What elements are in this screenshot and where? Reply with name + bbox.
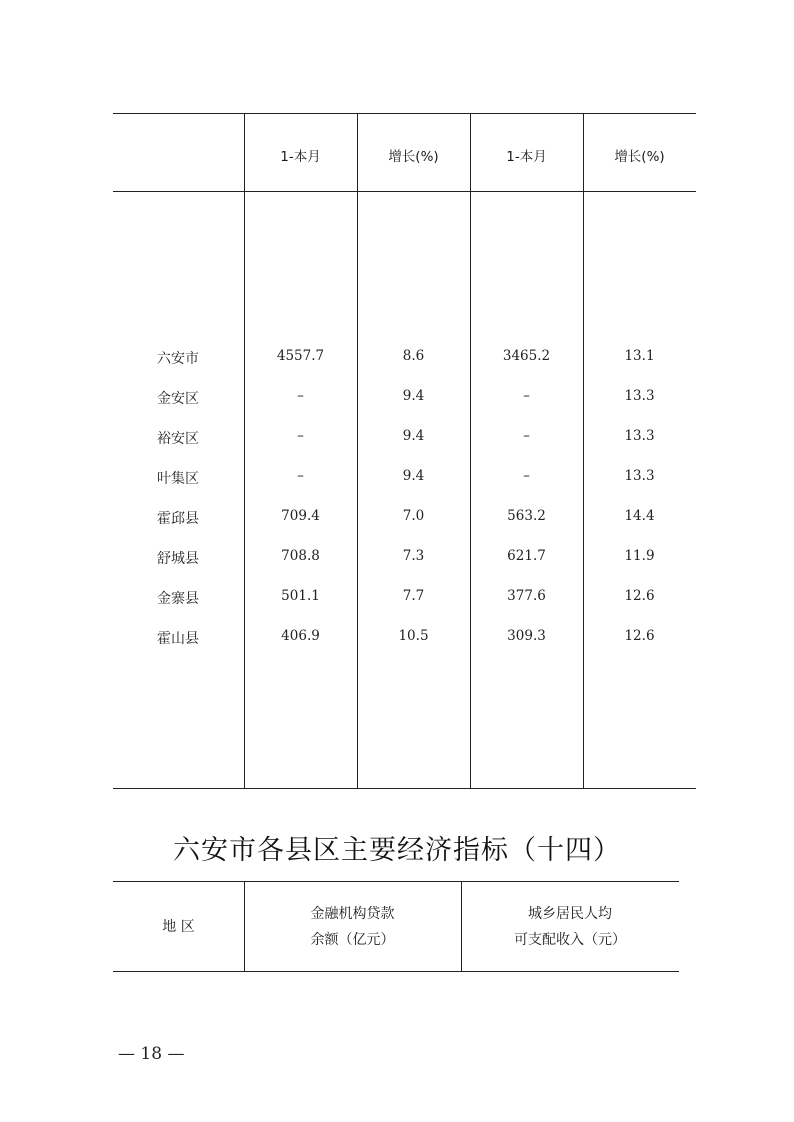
table2-header-loan-line2: 余额（亿元） [310, 932, 395, 948]
value-period-2: 3465.2 [502, 348, 551, 364]
table1-header-period-1: 1-本月 [280, 149, 321, 165]
region-label: 裕安区 [157, 431, 199, 447]
value-period-2: 309.3 [507, 628, 546, 644]
growth-2: 12.6 [624, 628, 655, 644]
table1-header-growth-1: 增长(%) [388, 149, 439, 165]
table1-header-growth-2: 增长(%) [614, 149, 665, 165]
growth-1: 8.6 [402, 348, 425, 364]
growth-2: 12.6 [624, 588, 655, 604]
table1-col-divider-1 [244, 113, 245, 788]
region-label: 金寨县 [157, 591, 199, 607]
region-label: 叶集区 [157, 471, 199, 487]
table1-col-divider-2 [357, 113, 358, 788]
value-period-2: – [523, 468, 530, 484]
region-label: 霍山县 [157, 631, 199, 647]
region-label: 霍邱县 [157, 511, 199, 527]
growth-2: 11.9 [624, 548, 655, 564]
value-period-1: 4557.7 [276, 348, 325, 364]
growth-2: 13.3 [624, 468, 655, 484]
growth-1: 7.0 [402, 508, 425, 524]
value-period-2: 621.7 [507, 548, 546, 564]
value-period-2: 377.6 [507, 588, 546, 604]
value-period-1: 501.1 [281, 588, 320, 604]
table1-bottom-rule [113, 788, 696, 789]
table2-col-divider-1 [244, 881, 245, 971]
growth-1: 7.3 [402, 548, 425, 564]
page-number: — 18 — [118, 1044, 185, 1064]
region-label: 舒城县 [157, 551, 199, 567]
value-period-1: – [297, 388, 304, 404]
growth-1: 9.4 [402, 388, 425, 404]
growth-2: 14.4 [624, 508, 655, 524]
growth-1: 10.5 [398, 628, 429, 644]
table2-bottom-rule [113, 971, 679, 972]
table2-col-divider-2 [461, 881, 462, 971]
growth-1: 9.4 [402, 428, 425, 444]
value-period-1: 708.8 [281, 548, 320, 564]
table2-top-rule [113, 881, 679, 882]
table1-col-divider-4 [583, 113, 584, 788]
table2-header-loan-line1: 金融机构贷款 [310, 906, 395, 922]
table2-header-income-line1: 城乡居民人均 [528, 906, 612, 922]
table2-header-region: 地 区 [162, 919, 195, 935]
table1-top-rule [113, 113, 696, 114]
value-period-2: 563.2 [507, 508, 546, 524]
value-period-1: – [297, 468, 304, 484]
value-period-2: – [523, 428, 530, 444]
region-label: 六安市 [157, 351, 199, 367]
value-period-1: – [297, 428, 304, 444]
table1-header-rule [113, 191, 696, 192]
value-period-1: 709.4 [281, 508, 320, 524]
region-label: 金安区 [157, 391, 199, 407]
table2-header-income-line2: 可支配收入（元） [514, 932, 626, 948]
value-period-2: – [523, 388, 530, 404]
growth-2: 13.3 [624, 428, 655, 444]
table1-header-period-2: 1-本月 [506, 149, 547, 165]
growth-1: 9.4 [402, 468, 425, 484]
value-period-1: 406.9 [281, 628, 320, 644]
growth-2: 13.1 [624, 348, 655, 364]
table1-col-divider-3 [470, 113, 471, 788]
growth-1: 7.7 [402, 588, 425, 604]
growth-2: 13.3 [624, 388, 655, 404]
section-title: 六安市各县区主要经济指标（十四） [173, 835, 621, 866]
